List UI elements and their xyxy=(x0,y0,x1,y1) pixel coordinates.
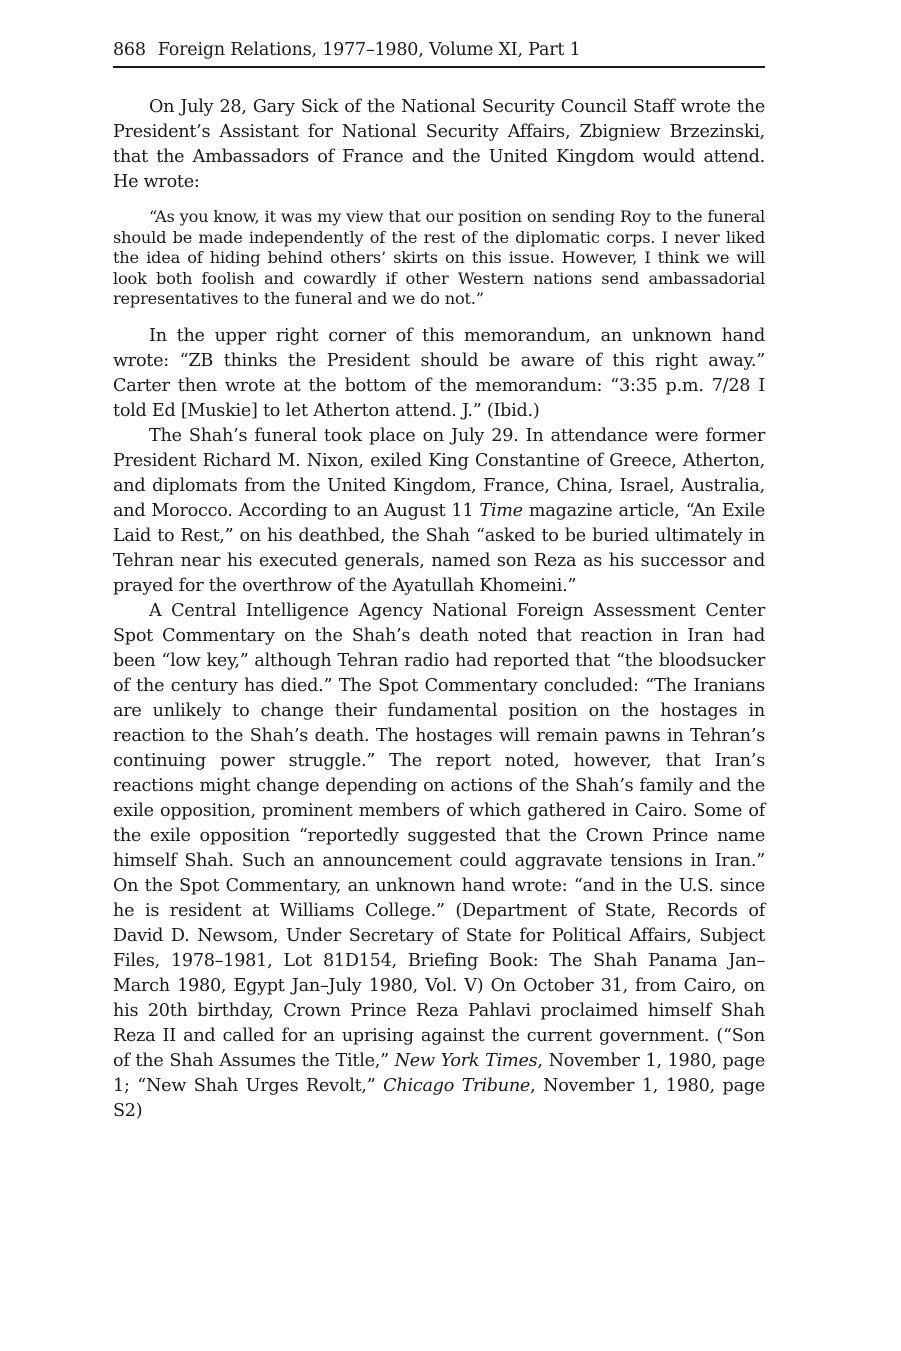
running-head xyxy=(113,36,765,68)
paragraph-spot-commentary-text-2: , November 1, 1980, page 1; “New Shah Urges Revolt,” xyxy=(113,1050,765,1096)
paragraph-spot-commentary-text-3: , November 1, 1980, page S2) xyxy=(113,1075,765,1121)
document-page xyxy=(113,36,765,1124)
block-quote: “As you know, it was my view that our position on sending Roy to the funeral should be made independently of the rest of the diplomatic corps. I never liked the idea of hiding behind others’ skirts on this issue. However, I think we will look both foolish and cowardly if other Western nations send ambassadorial representatives to the funeral and we do not.” xyxy=(113,207,765,308)
paragraph-funeral-text-2: magazine article, “An Exile Laid to Rest,” on his deathbed, the Shah “asked to be buried ultimately in Tehran near his executed generals, named son Reza as his successor and prayed for the overthrow of the Ayatullah Khomeini.” xyxy=(113,500,765,596)
paragraph-memorandum-note: In the upper right corner of this memorandum, an unknown hand wrote: “ZB thinks the President should be aware of this right away.” Carter then wrote at the bottom of the memorandum: “3:35 p.m. 7/28 I told Ed [Muskie] to let Atherton attend. J.” (Ibid.) xyxy=(113,325,765,421)
paragraph-funeral xyxy=(113,424,765,599)
magazine-title: Time xyxy=(479,500,523,521)
paragraph-gary-sick: On July 28, Gary Sick of the National Security Council Staff wrote the President’s Assistant for National Security Affairs, Zbigniew Brzezinski, that the Ambassadors of France and the United Kingdom would attend. He wrote: xyxy=(113,97,765,192)
volume-title: Foreign Relations, 1977–1980, Volume XI, Part 1 xyxy=(157,40,581,60)
paragraph-spot-commentary-text-1: A Central Intelligence Agency National Foreign Assessment Center Spot Commentary on the Shah’s death noted that reaction in Iran had been “low key,” although Tehran radio had reported that “the bloodsucker of the century has died.” The Spot Commentary concluded: “The Iranians are unlikely to change their fundamental position on the hostages in reaction to the Shah’s death. The hostages will remain pawns in Tehran’s continuing power struggle.” The report noted, however, that Iran’s reactions might change depending on actions of the Shah’s family and the exile opposition, prominent members of which gathered in Cairo. Some of the exile opposition “reportedly suggested that the Crown Prince name himself Shah. Such an announcement could aggravate tensions in Iran.” On the Spot Commentary, an unknown hand wrote: “and in the U.S. since he is resident at Williams College.” (Department of State, Records of David D. Newsom, Under Secretary of State for Political Affairs, Subject Files, 1978–1981, Lot 81D154, Briefing Book: The Shah Panama Jan–March 1980, Egypt Jan–July 1980, Vol. V) On October 31, from Cairo, on his 20th birthday, Crown Prince Reza Pahlavi proclaimed himself Shah Reza II and called for an uprising against the current government. (“Son of the Shah Assumes the Title,” xyxy=(113,600,765,1071)
newspaper-title-nyt: New York Times xyxy=(394,1050,538,1071)
paragraph-spot-commentary xyxy=(113,599,765,1124)
page-number: 868 xyxy=(113,40,146,60)
paragraph-funeral-text-1: The Shah’s funeral took place on July 29. In attendance were former President Richard M. Nixon, exiled King Constantine of Greece, Atherton, and diplomats from the United Kingdom, France, China, Israel, Australia, and Morocco. According to an August 11 xyxy=(113,425,765,521)
newspaper-title-tribune: Chicago Tribune xyxy=(383,1075,531,1096)
page-body xyxy=(113,95,765,1124)
